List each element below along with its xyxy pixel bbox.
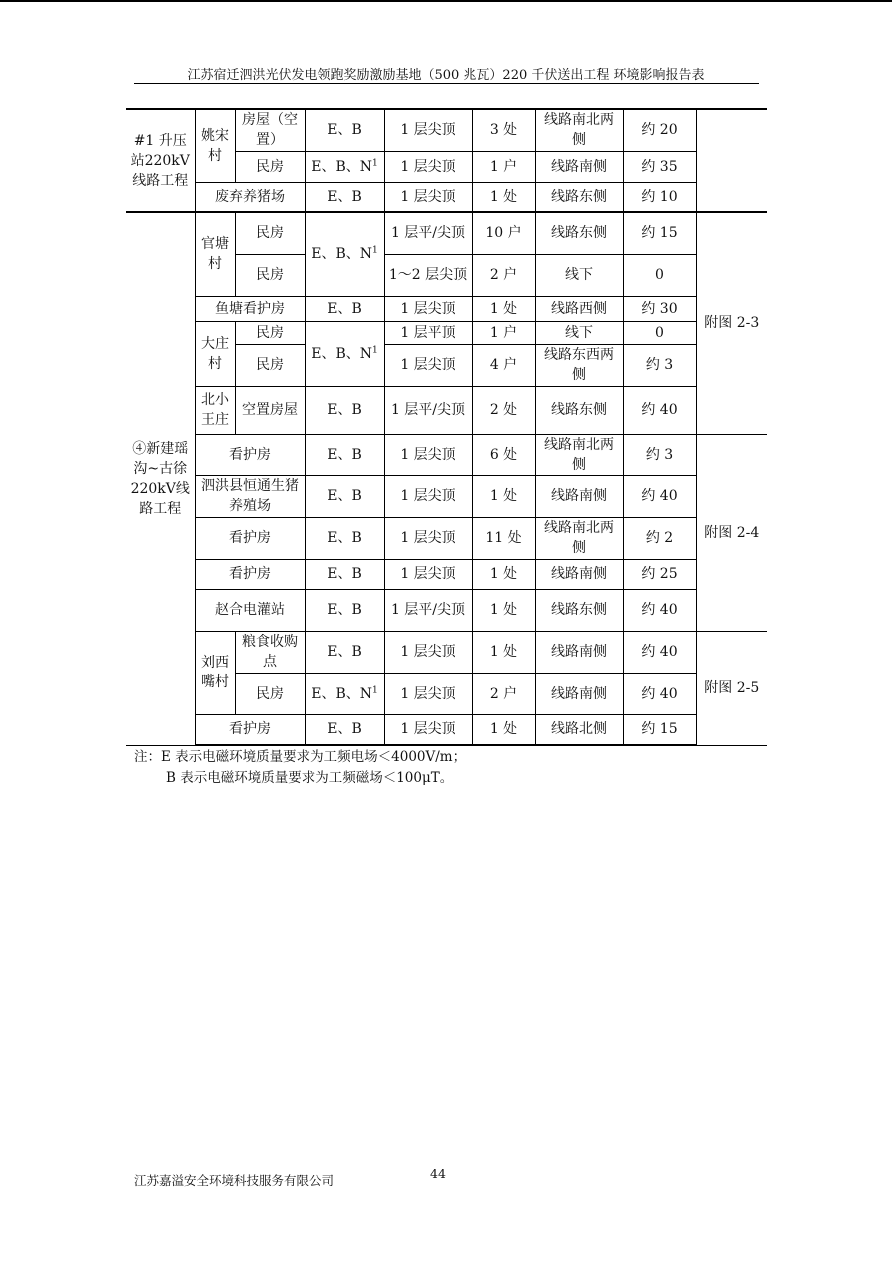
position-cell: 线路东西两侧 [535, 344, 623, 386]
distance-cell: 约 10 [623, 182, 696, 212]
target-name-cell: 粮食收购点 [235, 631, 305, 673]
distance-cell: 0 [623, 321, 696, 344]
position-cell: 线路南侧 [535, 559, 623, 589]
target-name-cell: 空置房屋 [235, 386, 305, 434]
factor-cell: E、B [305, 714, 384, 745]
table-row [126, 212, 767, 254]
factor-cell: E、B、$N^1$ [305, 151, 384, 182]
count-cell: 1 户 [472, 321, 535, 344]
structure-cell: 1 层尖顶 [384, 559, 472, 589]
table-row [126, 296, 767, 321]
distance-cell: 0 [623, 254, 696, 296]
figure-ref-cell: 附图 2-5 [696, 631, 767, 745]
page-header-title: 江苏宿迁泗洪光伏发电领跑奖励激励基地（500 兆瓦）220 千伏送出工程 环境影响报告表 [187, 68, 705, 83]
factor-cell: E、B [305, 631, 384, 673]
table-row [126, 386, 767, 434]
count-cell: 1 处 [472, 182, 535, 212]
position-cell: 线路东侧 [535, 589, 623, 631]
table-row [126, 559, 767, 589]
count-cell: 1 处 [472, 475, 535, 517]
factor-cell: E、B、$N^1$ [305, 212, 384, 296]
village-cell: 官塘村 [195, 212, 235, 296]
distance-cell: 约 25 [623, 559, 696, 589]
factor-cell: E、B [305, 589, 384, 631]
distance-cell: 约 40 [623, 475, 696, 517]
table-row [126, 517, 767, 559]
footer-company: 江苏嘉溢安全环境科技服务有限公司 [134, 1173, 335, 1188]
table-row [126, 714, 767, 745]
count-cell: 2 户 [472, 254, 535, 296]
count-cell: 1 户 [472, 151, 535, 182]
count-cell: 11 处 [472, 517, 535, 559]
distance-cell: 约 2 [623, 517, 696, 559]
distance-cell: 约 40 [623, 589, 696, 631]
distance-cell: 约 40 [623, 386, 696, 434]
position-cell: 线路东侧 [535, 212, 623, 254]
sensitive-target-table [126, 108, 767, 746]
factor-cell: E、B、$N^1$ [305, 321, 384, 386]
count-cell: 2 处 [472, 386, 535, 434]
note-line: 注：E 表示电磁环境质量要求为工频电场＜4000V/m； [134, 749, 467, 765]
village-cell: 刘西嘴村 [195, 631, 235, 714]
target-name-cell: 看护房 [195, 517, 305, 559]
count-cell: 4 户 [472, 344, 535, 386]
structure-cell: 1 层平/尖顶 [384, 589, 472, 631]
factor-cell: E、B [305, 296, 384, 321]
position-cell: 线路南侧 [535, 673, 623, 714]
table-row [126, 631, 767, 673]
table-notes [134, 747, 466, 789]
note-line: B 表示电磁环境质量要求为工频磁场＜100μT。 [166, 770, 454, 786]
target-name-cell: 民房 [235, 673, 305, 714]
distance-cell: 约 20 [623, 109, 696, 151]
target-name-cell: 民房 [235, 254, 305, 296]
line-project-cell: ④新建瑶沟~古徐220kV线路工程 [126, 212, 195, 745]
distance-cell: 约 15 [623, 714, 696, 745]
structure-cell: 1 层平/尖顶 [384, 212, 472, 254]
structure-cell: 1 层尖顶 [384, 714, 472, 745]
target-name-cell: 赵合电灌站 [195, 589, 305, 631]
distance-cell: 约 3 [623, 434, 696, 475]
structure-cell: 1 层尖顶 [384, 434, 472, 475]
target-name-cell: 民房 [235, 212, 305, 254]
structure-cell: 1 层尖顶 [384, 673, 472, 714]
structure-cell: 1 层尖顶 [384, 475, 472, 517]
table-row [126, 109, 767, 151]
structure-cell: 1～2 层尖顶 [384, 254, 472, 296]
count-cell: 1 处 [472, 296, 535, 321]
position-cell: 线路东侧 [535, 386, 623, 434]
position-cell: 线路南侧 [535, 631, 623, 673]
position-cell: 线路西侧 [535, 296, 623, 321]
table-row [126, 321, 767, 344]
distance-cell: 约 40 [623, 673, 696, 714]
count-cell: 1 处 [472, 589, 535, 631]
count-cell: 1 处 [472, 631, 535, 673]
figure-ref-cell: 附图 2-3 [696, 212, 767, 434]
position-cell: 线路南北两侧 [535, 434, 623, 475]
position-cell: 线路南侧 [535, 151, 623, 182]
table-row [126, 434, 767, 475]
structure-cell: 1 层平顶 [384, 321, 472, 344]
factor-cell: E、B [305, 182, 384, 212]
structure-cell: 1 层尖顶 [384, 344, 472, 386]
structure-cell: 1 层平/尖顶 [384, 386, 472, 434]
position-cell: 线路东侧 [535, 182, 623, 212]
header-rule [134, 83, 759, 84]
target-name-cell: 民房 [235, 321, 305, 344]
line-project-cell: #1 升压站220kV线路工程 [126, 109, 195, 212]
position-cell: 线路北侧 [535, 714, 623, 745]
structure-cell: 1 层尖顶 [384, 631, 472, 673]
target-name-cell: 鱼塘看护房 [195, 296, 305, 321]
table-row [126, 589, 767, 631]
target-name-cell: 看护房 [195, 559, 305, 589]
target-name-cell: 民房 [235, 151, 305, 182]
target-name-cell: 民房 [235, 344, 305, 386]
structure-cell: 1 层尖顶 [384, 182, 472, 212]
table-row [126, 182, 767, 212]
structure-cell: 1 层尖顶 [384, 517, 472, 559]
village-cell: 大庄村 [195, 321, 235, 386]
target-name-cell: 看护房 [195, 434, 305, 475]
page-number: 44 [430, 1166, 446, 1181]
count-cell: 3 处 [472, 109, 535, 151]
factor-cell: E、B [305, 109, 384, 151]
factor-cell: E、B [305, 559, 384, 589]
count-cell: 6 处 [472, 434, 535, 475]
target-name-cell: 废弃养猪场 [195, 182, 305, 212]
figure-ref-cell [696, 109, 767, 212]
position-cell: 线路南北两侧 [535, 109, 623, 151]
target-name-cell: 泗洪县恒通生猪养殖场 [195, 475, 305, 517]
village-cell: 姚宋村 [195, 109, 235, 182]
structure-cell: 1 层尖顶 [384, 151, 472, 182]
position-cell: 线下 [535, 321, 623, 344]
target-name-cell: 看护房 [195, 714, 305, 745]
distance-cell: 约 15 [623, 212, 696, 254]
factor-cell: E、B、$N^1$ [305, 673, 384, 714]
position-cell: 线下 [535, 254, 623, 296]
distance-cell: 约 30 [623, 296, 696, 321]
distance-cell: 约 3 [623, 344, 696, 386]
structure-cell: 1 层尖顶 [384, 109, 472, 151]
position-cell: 线路南侧 [535, 475, 623, 517]
count-cell: 1 处 [472, 714, 535, 745]
count-cell: 1 处 [472, 559, 535, 589]
position-cell: 线路南北两侧 [535, 517, 623, 559]
count-cell: 10 户 [472, 212, 535, 254]
figure-ref-cell: 附图 2-4 [696, 434, 767, 631]
page-top-border [0, 0, 892, 2]
factor-cell: E、B [305, 517, 384, 559]
factor-cell: E、B [305, 386, 384, 434]
count-cell: 2 户 [472, 673, 535, 714]
distance-cell: 约 35 [623, 151, 696, 182]
factor-cell: E、B [305, 434, 384, 475]
distance-cell: 约 40 [623, 631, 696, 673]
structure-cell: 1 层尖顶 [384, 296, 472, 321]
table-row [126, 475, 767, 517]
village-cell: 北小王庄 [195, 386, 235, 434]
target-name-cell: 房屋（空置） [235, 109, 305, 151]
factor-cell: E、B [305, 475, 384, 517]
